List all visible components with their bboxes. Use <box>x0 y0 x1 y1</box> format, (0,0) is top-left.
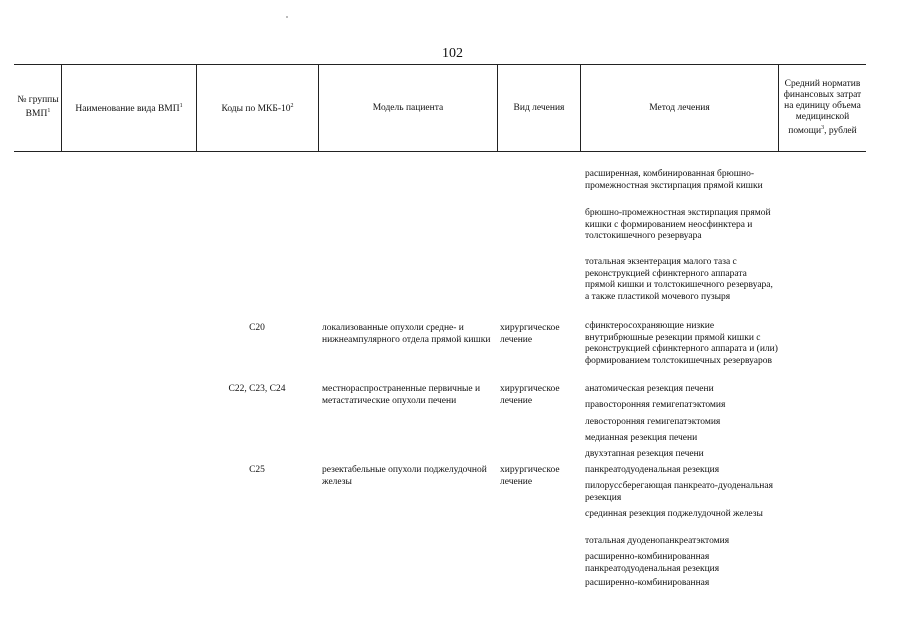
method-item: тотальная экзентерация малого таза с реконструкцией сфинктерного аппарата прямой кишки и толстокишечного резервуара, а также пластикой мочевого пузыря <box>585 257 773 302</box>
header-vmp-name: Наименование вида ВМП$^1$ <box>75 102 183 115</box>
header-patient-model: Модель пациента <box>372 102 444 113</box>
method-item: панкреатодуоденальная резекция <box>585 465 720 475</box>
header-icd-codes: Коды по МКБ-$10^2$ <box>221 102 294 115</box>
method-item: расширенно-комбинированная панкреатодуоденальная резекция <box>585 552 720 574</box>
method-item: двухэтапная резекция печени <box>585 449 704 459</box>
method-item: медианная резекция печени <box>585 433 698 443</box>
method-item: пилоруссберегающая панкреато-дуоденальная резекция <box>585 481 773 503</box>
method-item: брюшно-промежностная экстирпация прямой кишки с формированием неосфинктера и толстокишечного резервуара <box>585 208 771 241</box>
row-icd-code: C22, C23, C24 <box>228 384 286 394</box>
method-item: сфинктеросохраняющие низкие внутрибрюшные резекции прямой кишки с реконструкцией сфинктерного аппарата и (или) формированием толстокишечных резервуаров <box>585 321 778 366</box>
header-treatment-method: Метод лечения <box>649 102 710 113</box>
header-group-no: № группы ВМП$^1$ <box>17 95 59 120</box>
header-treatment-type: Вид лечения <box>513 102 565 113</box>
method-item: левосторонняя гемигепатэктомия <box>585 417 721 427</box>
row-treatment-type: хирургическое лечение <box>500 465 560 487</box>
row-treatment-type: хирургическое лечение <box>500 323 560 345</box>
method-item: срединная резекция поджелудочной железы <box>585 509 763 519</box>
row-icd-code: C20 <box>249 323 265 333</box>
page-number: 102 <box>442 46 463 61</box>
method-item: правосторонняя гемигепатэктомия <box>585 400 726 410</box>
row-icd-code: C25 <box>249 465 265 475</box>
method-item: расширенно-комбинированная <box>585 578 710 588</box>
method-item: расширенная, комбинированная брюшно-промежностная экстирпация прямой кишки <box>585 169 763 191</box>
row-treatment-type: хирургическое лечение <box>500 384 560 406</box>
method-item: анатомическая резекция печени <box>585 384 714 394</box>
header-cost-norm: Средний норматив финансовых затрат на единицу объема медицинской помощи$^3$, рублей <box>783 78 862 137</box>
scan-speck <box>286 16 288 18</box>
row-patient-model: локализованные опухоли средне- и нижнеампулярного отдела прямой кишки <box>322 323 491 345</box>
row-patient-model: резектабельные опухоли поджелудочной железы <box>322 465 487 487</box>
method-item: тотальная дуоденопанкреатэктомия <box>585 536 730 546</box>
row-patient-model: местнораспространенные первичные и метастатические опухоли печени <box>322 384 481 406</box>
